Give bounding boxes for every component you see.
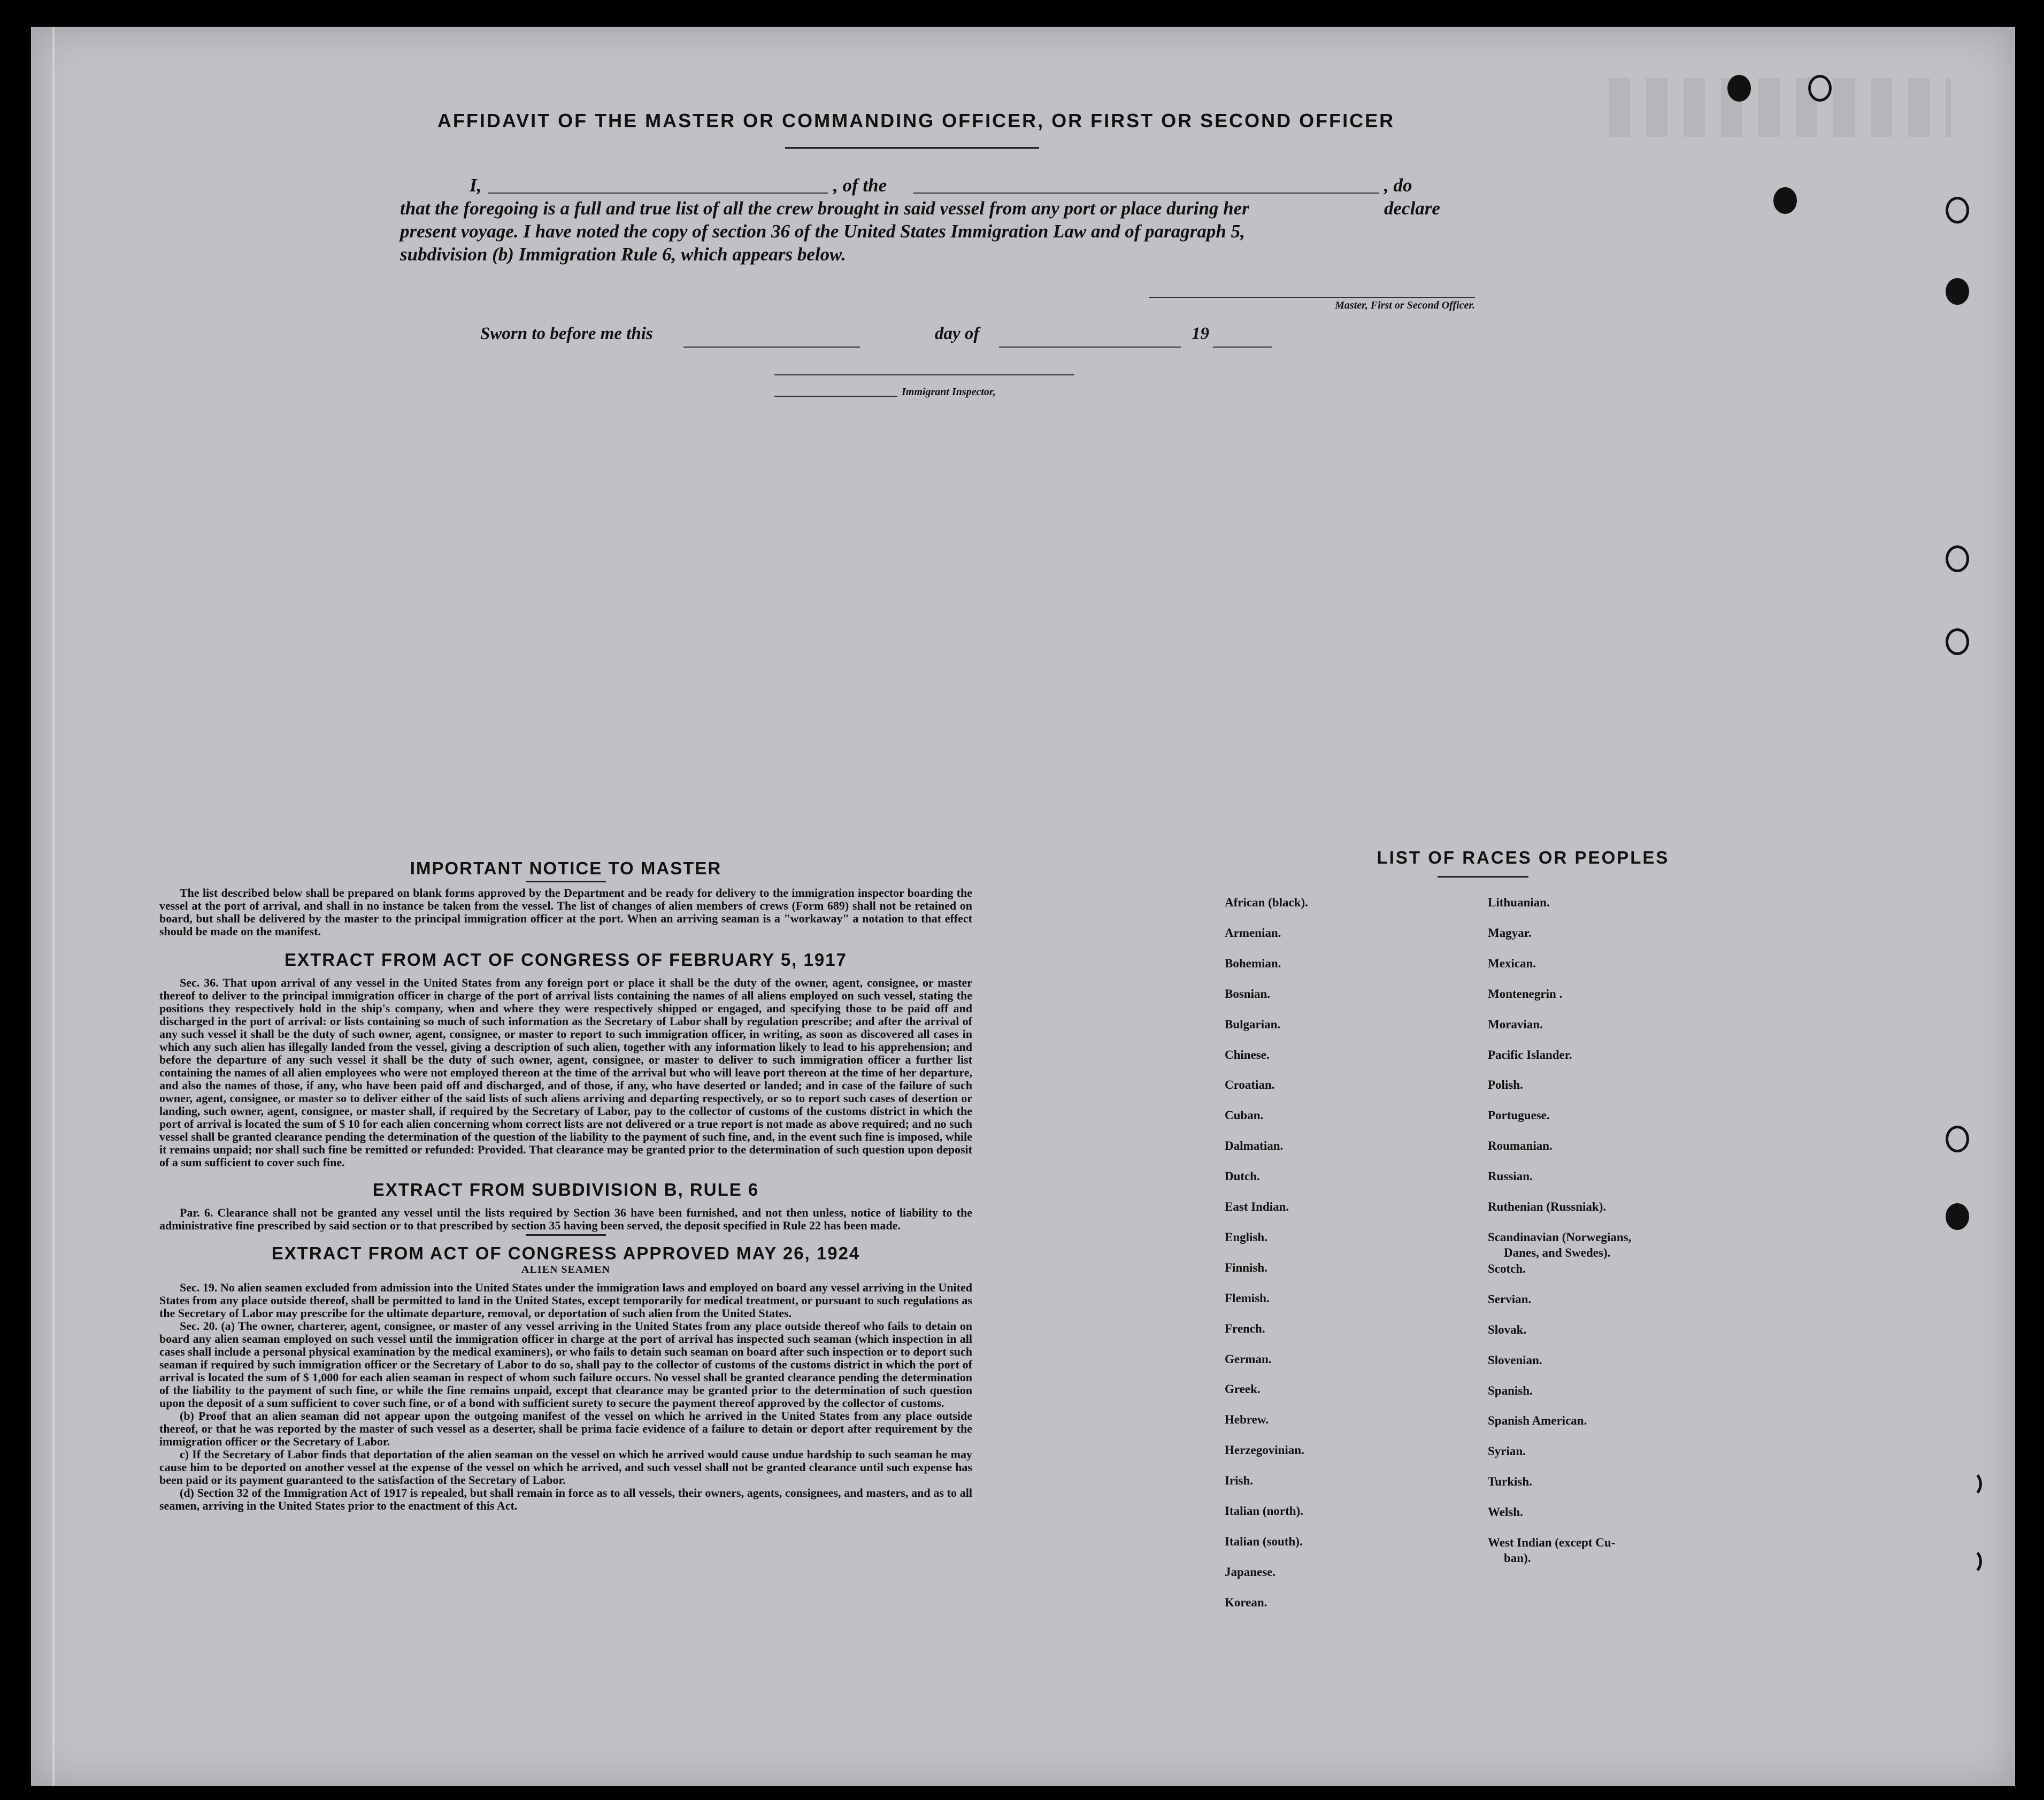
extract-1924-sec20b: (b) Proof that an alien seaman did not appear upon the outgoing manifest of the vessel on which he arrived in the United States from any place outside thereof, or that he was reported by the master of such vessel as a deserter, shall be prima facie evidence of a failure to detain or deport after requirement by the immigration officer or the Secretary of Labor. <box>159 1409 972 1448</box>
race-item: Slovak. <box>1488 1323 1527 1336</box>
declaration-line-2: that the foregoing is a full and true list of all the crew brought in said vessel from any port or place during her <box>400 198 1249 219</box>
race-item: Hebrew. <box>1225 1413 1269 1426</box>
race-item: Syrian. <box>1488 1444 1526 1458</box>
race-item: Korean. <box>1225 1596 1267 1609</box>
race-item: Finnish. <box>1225 1261 1267 1274</box>
declaration-line-3: present voyage. I have noted the copy of section 36 of the United States Immigration Law and of paragraph 5, <box>400 221 1245 242</box>
page-fold <box>52 27 55 1786</box>
race-item: Dutch. <box>1225 1170 1260 1183</box>
declaration-i: I, <box>470 175 482 196</box>
sworn-year-blank[interactable] <box>1213 347 1272 348</box>
punch-hole-icon <box>1727 75 1751 102</box>
race-item: Danes, and Swedes). <box>1504 1246 1611 1259</box>
race-item: Scotch. <box>1488 1262 1526 1275</box>
inspector-signature-line[interactable] <box>774 374 1074 375</box>
race-item: Irish. <box>1225 1474 1254 1487</box>
race-item: Mexican. <box>1488 957 1536 970</box>
master-name-blank[interactable] <box>488 193 828 194</box>
extract-1917-body: Sec. 36. That upon arrival of any vessel in the United States from any foreign port or place it shall be the duty of the owner, agent, consignee, or master thereof to deliver to the principal immigration officer in charge of the port of arrival lists containing the names of all aliens employed on such vessel, stating the positions they respectively hold in the ship's company, when and where they were respectively shipped or engaged, and specifying those to be paid off and discharged in the port of arrival: or lists containing so much of such information as the Secretary of Labor shall by regulation prescribe; and after the arrival of any such vessel it shall be the duty of such owner, agent, consignee, or master to report to such immigration officer, in writing, as soon as discovered all cases in which any such alien has illegally landed from the vessel, giving a description of such alien, together with any information likely to lead to his apprehension; and before the departure of any such vessel it shall be the duty of such owner, agent, consignee, or master to deliver to such immigration officer a further list containing the names of all alien employees who were not employed thereon at the time of the arrival but who will leave port thereon at the time of her departure, and also the names of those, if any, who have been paid off and discharged, and of those, if any, who have deserted or landed; and in case of the failure of such owner, agent, consignee, or master so to deliver either of the said lists of such aliens arriving and departing respectively, or so to report such cases of desertion or landing, such owner, agent, consignee, or master shall, if required by the Secretary of Labor, pay to the collector of customs of the customs district in which the port of arrival is located the sum of $ 10 for each alien concerning whom correct lists are not delivered or a true report is not made as above required; and no such vessel shall be granted clearance pending the determination of the question of the liability to the payment of such fine, and, in the event such fine is imposed, while it remains unpaid; nor shall such fine be remitted or refunded: Provided. That clearance may be granted prior to the determination of such question upon deposit of a sum sufficient to cover such fine. <box>159 976 972 1169</box>
races-title: LIST OF RACES OR PEOPLES <box>1377 848 1670 867</box>
punch-hole-icon <box>1946 628 1969 655</box>
form-sheet <box>31 27 2015 1786</box>
title-underline <box>785 147 1039 149</box>
declaration-text <box>400 174 1454 266</box>
signature-label: Master, First or Second Officer. <box>1335 299 1475 311</box>
inspector-label: Immigrant Inspector, <box>902 386 996 398</box>
race-item: French. <box>1225 1322 1265 1335</box>
notice-title: IMPORTANT NOTICE TO MASTER <box>410 858 722 878</box>
race-item: Roumanian. <box>1488 1139 1553 1152</box>
affidavit-title: AFFIDAVIT OF THE MASTER OR COMMANDING OFFICER, OR FIRST OR SECOND OFFICER <box>437 110 1395 132</box>
notice-rule <box>526 881 606 882</box>
race-item: English. <box>1225 1230 1267 1244</box>
master-signature-line[interactable] <box>1149 297 1475 298</box>
race-item: Bohemian. <box>1225 957 1281 970</box>
race-item: ban). <box>1504 1551 1531 1565</box>
punch-hole-icon <box>1958 1471 1982 1497</box>
race-item: Magyar. <box>1488 926 1532 940</box>
punch-hole-icon <box>1946 1126 1969 1152</box>
race-item: Bosnian. <box>1225 987 1271 1001</box>
punch-hole-icon <box>1946 545 1969 572</box>
extract-1924-sec20c: c) If the Secretary of Labor finds that deportation of the alien seaman on the vessel on which he arrived would cause undue hardship to such seaman he may cause him to be deported on another vessel at the expense of the vessel on which he arrived, and such vessel shall not be granted clearance until such expense has been paid or its payment guaranteed to the satisfaction of the Secretary of Labor. <box>159 1448 972 1487</box>
race-item: Herzegovinian. <box>1225 1443 1304 1457</box>
race-item: Portuguese. <box>1488 1109 1550 1122</box>
extract-1924-subtitle: ALIEN SEAMEN <box>521 1264 610 1275</box>
extract-1924-title: EXTRACT FROM ACT OF CONGRESS APPROVED MAY 26, 1924 <box>271 1243 860 1263</box>
punch-hole-icon <box>1946 197 1969 224</box>
extract-1924-sec20a: Sec. 20. (a) The owner, charterer, agent, consignee, or master of any vessel arriving in the United States from any place outside thereof who fails to detain on board any alien seaman employed on such vessel until the immigration officer in charge at the port of arrival has inspected such seaman (which inspection in all cases shall include a personal physical examination by the medical examiners), or who fails to detain such seaman on board after such inspection or to deport such seaman if required by such immigration officer or the Secretary of Labor to do so, shall pay to the collector of customs of the customs district in which the port of arrival is located the sum of $ 1,000 for each alien seaman in respect of whom such failure occurs. No vessel shall be granted clearance pending the determination of the liability to the payment of such fine, or while the fine remains unpaid, except that clearance may be granted prior to the determination of such question upon the deposit of a sum sufficient to cover such fine, or of a bond with sufficient surety to secure the payment thereof approved by the collector of customs. <box>159 1319 972 1410</box>
extract-1924-sec20d: (d) Section 32 of the Immigration Act of 1917 is repealed, but shall remain in force as to all vessels, their owners, agents, consignees, and masters, and as to all seamen, arriving in the United States prior to the enactment of this Act. <box>159 1486 972 1512</box>
race-item: Polish. <box>1488 1078 1523 1091</box>
extract-1917-title: EXTRACT FROM ACT OF CONGRESS OF FEBRUARY 5, 1917 <box>285 950 847 970</box>
race-item: Montenegrin . <box>1488 987 1563 1001</box>
race-item: Italian (north). <box>1225 1504 1303 1518</box>
race-item: Lithuanian. <box>1488 896 1550 909</box>
extract-1924-sec19: Sec. 19. No alien seamen excluded from admission into the United States under the immigration laws and employed on board any vessel arriving in the United States from any place outside thereof, shall be permitted to land in the United States, except temporarily for medical treatment, or pursuant to such regulations as the Secretary of Labor may prescribe for the ultimate departure, removal, or deportation of such alien from the United States. <box>159 1281 972 1320</box>
race-item: Russian. <box>1488 1170 1533 1183</box>
race-item: Dalmatian. <box>1225 1139 1284 1152</box>
race-item: West Indian (except Cu- <box>1488 1536 1616 1549</box>
sworn-year: 19 <box>1192 324 1209 343</box>
punch-hole-icon <box>1808 75 1832 102</box>
declaration-line-4: subdivision (b) Immigration Rule 6, which appears below. <box>400 244 846 265</box>
race-item: East Indian. <box>1225 1200 1289 1213</box>
race-item: Cuban. <box>1225 1109 1264 1122</box>
notice-body: The list described below shall be prepared on blank forms approved by the Department and be ready for delivery to the immigration inspector boarding the vessel at the port of arrival, and shall in no instance be taken from the vessel. The list of changes of alien members of crews (Form 689) shall not be retained on board, but shall be delivered by the master to the principal immigration officer at the port. When an arriving seaman is a "workaway" a notation to that effect should be made on the manifest. <box>159 886 972 938</box>
race-item: Italian (south). <box>1225 1535 1303 1548</box>
races-rule <box>1438 876 1528 878</box>
rule6-rule <box>526 1234 606 1236</box>
race-item: Spanish. <box>1488 1384 1533 1397</box>
race-item: Slovenian. <box>1488 1353 1542 1367</box>
race-item: German. <box>1225 1352 1272 1366</box>
declaration-of-the: , of the <box>833 175 887 196</box>
punch-hole-icon <box>1946 278 1969 305</box>
race-item: Japanese. <box>1225 1565 1276 1579</box>
punch-hole-icon <box>1773 187 1797 214</box>
race-item: Welsh. <box>1488 1505 1523 1519</box>
race-item: Pacific Islander. <box>1488 1048 1572 1061</box>
race-item: Croatian. <box>1225 1078 1275 1091</box>
race-item: Moravian. <box>1488 1018 1543 1031</box>
race-item: Chinese. <box>1225 1048 1270 1061</box>
race-item: Spanish American. <box>1488 1414 1587 1427</box>
race-item: African (black). <box>1225 896 1308 909</box>
race-item: Armenian. <box>1225 926 1281 940</box>
inspector-signature-line-2[interactable] <box>774 396 897 397</box>
race-item: Servian. <box>1488 1293 1532 1306</box>
declaration-do-declare: , do declare <box>1384 175 1440 219</box>
sworn-month-blank[interactable] <box>999 347 1181 348</box>
rule6-body: Par. 6. Clearance shall not be granted any vessel until the lists required by Section 36 have been furnished, and not then unless, notice of liability to the administrative fine prescribed by said section or to that prescribed by section 35 having been served, the deposit specified in Rule 22 has been made. <box>159 1206 972 1232</box>
sworn-day-of: day of <box>935 324 980 343</box>
sworn-prefix: Sworn to before me this <box>480 324 653 343</box>
race-item: Bulgarian. <box>1225 1018 1281 1031</box>
race-item: Turkish. <box>1488 1475 1532 1488</box>
race-item: Scandinavian (Norwegians, <box>1488 1230 1632 1244</box>
race-item: Ruthenian (Russniak). <box>1488 1200 1607 1213</box>
sworn-date-blank[interactable] <box>683 347 860 348</box>
race-item: Greek. <box>1225 1382 1261 1396</box>
bleed-through-text <box>1609 78 1951 137</box>
rule6-title: EXTRACT FROM SUBDIVISION B, RULE 6 <box>372 1180 759 1199</box>
sworn-statement <box>480 324 1282 351</box>
punch-hole-icon <box>1946 1203 1969 1230</box>
vessel-name-blank[interactable] <box>913 193 1379 194</box>
legal-notices <box>159 858 972 1512</box>
race-item: Flemish. <box>1225 1291 1270 1305</box>
punch-hole-icon <box>1958 1548 1982 1575</box>
